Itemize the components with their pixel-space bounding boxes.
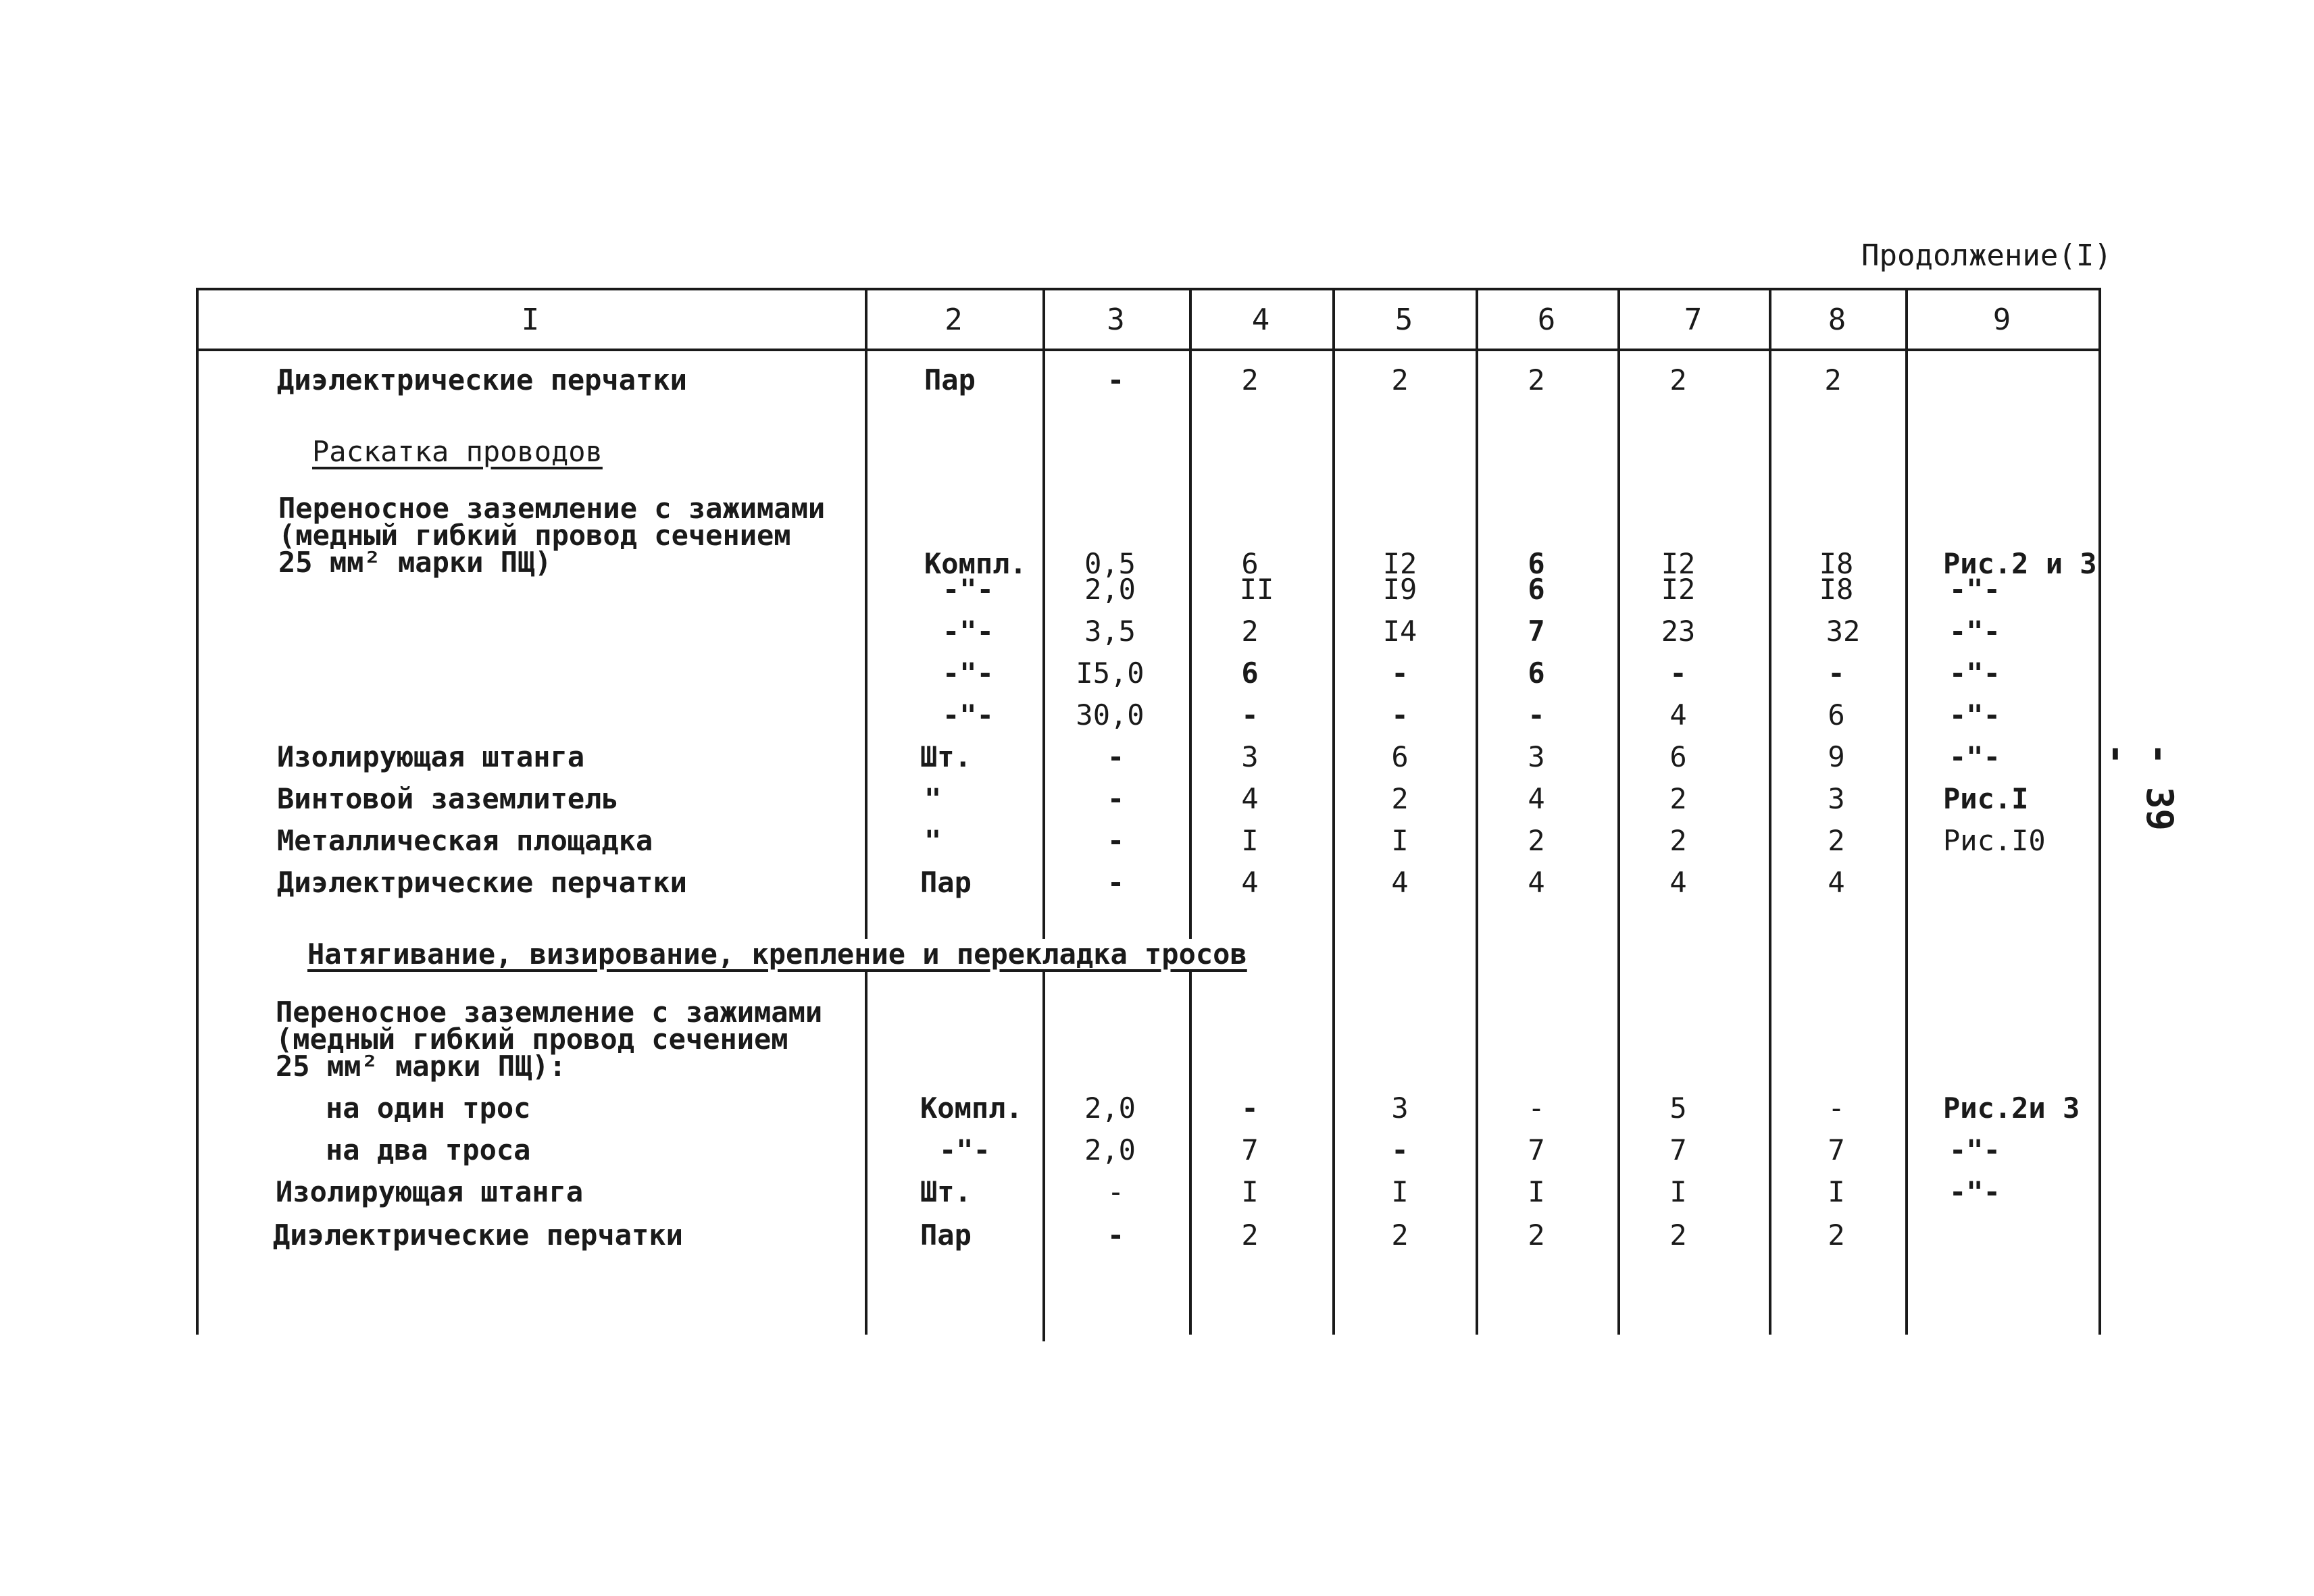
grounding-label-line-1: Переносное заземление с зажимами (276, 996, 823, 1029)
section-title-cable-rolling: Раскатка проводов (312, 435, 603, 468)
cell-c6: 3 (1528, 740, 1545, 773)
row-label: Диэлектрические перчатки (277, 363, 687, 396)
row-unit: Шт. (920, 740, 972, 773)
cell-c6: 4 (1528, 782, 1545, 815)
col-border-left (196, 288, 199, 1335)
cell-c4: 6 (1241, 547, 1259, 580)
cell-c5: - (1391, 1133, 1409, 1166)
cell-c6: 2 (1528, 363, 1545, 396)
cell-c4: - (1241, 1091, 1259, 1125)
page-number (2091, 716, 2186, 865)
cell-c6: 6 (1528, 573, 1545, 606)
cell-c7: 23 (1661, 615, 1696, 648)
cell-c4: 3 (1241, 740, 1259, 773)
cell-c3: - (1107, 1218, 1125, 1252)
row-unit: -"- (942, 573, 994, 606)
header-col-9: 9 (1992, 303, 2011, 337)
row-label: на два троса (326, 1133, 531, 1166)
row-label: Винтовой заземлитель (277, 782, 619, 815)
cell-c5: 2 (1391, 1218, 1409, 1252)
cell-c4: - (1241, 698, 1259, 731)
cell-c3: 2,0 (1084, 1091, 1136, 1125)
cell-c9: Рис.2 и 3 (1943, 547, 2097, 580)
cell-c7: 2 (1669, 824, 1687, 857)
cell-c5: - (1391, 657, 1409, 690)
header-col-4: 4 (1251, 303, 1270, 337)
cell-c4: 2 (1241, 615, 1259, 648)
cell-c4: 2 (1241, 1218, 1259, 1252)
col-border-8-9 (1905, 288, 1908, 1335)
cell-c4: 4 (1241, 866, 1259, 899)
cell-c7: 4 (1669, 866, 1687, 899)
cell-c8: 4 (1828, 866, 1845, 899)
cell-c9: Рис.I (1943, 782, 2029, 815)
cell-c4: II (1239, 573, 1274, 606)
cell-c8: - (1828, 1091, 1845, 1125)
row-unit: Компл. (924, 547, 1027, 580)
section-title-cable-tensioning: Натягивание, визирование, крепление и перекладка тросов (307, 937, 1247, 971)
cell-c5: 6 (1391, 740, 1409, 773)
cell-c8: 7 (1828, 1133, 1845, 1166)
cell-c7: I2 (1661, 547, 1696, 580)
cell-c7: 4 (1669, 698, 1687, 731)
row-unit: Шт. (920, 1175, 972, 1208)
row-label: Изолирующая штанга (276, 1175, 584, 1208)
cell-c3: - (1107, 363, 1125, 396)
row-unit: Пар (924, 363, 976, 396)
cell-c9: -"- (1949, 1133, 2001, 1166)
cell-c3: 2,0 (1084, 573, 1136, 606)
grounding-label-line-1: Переносное заземление с зажимами (278, 492, 826, 525)
grounding-label-line-3: 25 мм² марки ПЩ): (276, 1050, 566, 1083)
cell-c8: 6 (1828, 698, 1845, 731)
cell-c5: 2 (1391, 363, 1409, 396)
cell-c6: I (1528, 1175, 1545, 1208)
row-unit: Пар (920, 866, 972, 899)
cell-c5: I4 (1382, 615, 1417, 648)
cell-c7: 2 (1669, 782, 1687, 815)
cell-c3: - (1107, 824, 1125, 857)
row-label: на один трос (326, 1091, 531, 1125)
grounding-label-line-3: 25 мм² марки ПЩ) (278, 546, 552, 579)
cell-c4: 2 (1241, 363, 1259, 396)
cell-c7: - (1669, 657, 1687, 690)
row-unit: " (924, 782, 942, 815)
cell-c6: 7 (1528, 615, 1545, 648)
cell-c3: - (1107, 740, 1125, 773)
row-label: Изолирующая штанга (277, 740, 585, 773)
cell-c9: -"- (1949, 1175, 2001, 1208)
cell-c9: -"- (1949, 657, 2001, 690)
header-col-8: 8 (1828, 303, 1846, 337)
cell-c9: Рис.2и 3 (1943, 1091, 2080, 1125)
cell-c8: 9 (1828, 740, 1845, 773)
row-label: Диэлектрические перчатки (277, 866, 687, 899)
cell-c7: 2 (1669, 363, 1687, 396)
cell-c5: 3 (1391, 1091, 1409, 1125)
cell-c8: I8 (1819, 547, 1854, 580)
cell-c3: 3,5 (1084, 615, 1136, 648)
grounding-label-line-2: (медный гибкий провод сечением (276, 1023, 788, 1056)
cell-c5: 2 (1391, 782, 1409, 815)
cell-c8: I8 (1819, 573, 1854, 606)
cell-c7: I (1669, 1175, 1687, 1208)
row-unit: -"- (939, 1133, 990, 1166)
cell-c8: 3 (1828, 782, 1845, 815)
page-number-text: - 39 - (2096, 743, 2181, 831)
cell-c8: 2 (1824, 363, 1842, 396)
grounding-label-line-2: (медный гибкий провод сечением (278, 519, 791, 552)
header-col-5: 5 (1394, 303, 1413, 337)
cell-c4: I (1241, 1175, 1259, 1208)
cell-c7: 7 (1669, 1133, 1687, 1166)
cell-c4: 6 (1241, 657, 1259, 690)
cell-c8: 2 (1828, 1218, 1845, 1252)
row-unit: -"- (942, 657, 994, 690)
cell-c7: I2 (1661, 573, 1696, 606)
row-unit: Компл. (920, 1091, 1023, 1125)
cell-c8: - (1828, 657, 1845, 690)
col-border-1-2 (865, 288, 867, 1335)
cell-c6: 2 (1528, 1218, 1545, 1252)
cell-c6: 6 (1528, 547, 1545, 580)
cell-c6: 6 (1528, 657, 1545, 690)
cell-c6: 7 (1528, 1133, 1545, 1166)
cell-c6: 2 (1528, 824, 1545, 857)
cell-c6: - (1528, 1091, 1545, 1125)
table-header-separator (196, 349, 2101, 351)
row-label: Диэлектрические перчатки (273, 1218, 683, 1252)
row-unit: " (924, 824, 942, 857)
cell-c3: - (1107, 1175, 1125, 1208)
cell-c9: -"- (1949, 615, 2001, 648)
cell-c5: - (1391, 698, 1409, 731)
header-col-1: I (521, 303, 540, 337)
cell-c5: I (1391, 1175, 1409, 1208)
cell-c5: 4 (1391, 866, 1409, 899)
cell-c7: 2 (1669, 1218, 1687, 1252)
cell-c7: 5 (1669, 1091, 1687, 1125)
row-label: Металлическая площадка (277, 824, 653, 857)
cell-c5: I2 (1382, 547, 1417, 580)
cell-c3: I5,0 (1076, 657, 1145, 690)
header-col-6: 6 (1537, 303, 1556, 337)
cell-c9: -"- (1949, 698, 2001, 731)
cell-c5: I (1391, 824, 1409, 857)
continuation-label: Продолжение(I) (1861, 238, 2112, 273)
cell-c3: - (1107, 866, 1125, 899)
cell-c6: - (1528, 698, 1545, 731)
cell-c9: Рис.I0 (1943, 824, 2046, 857)
table-top-border (196, 288, 2101, 290)
cell-c5: I9 (1382, 573, 1417, 606)
cell-c4: 4 (1241, 782, 1259, 815)
cell-c8: I (1828, 1175, 1845, 1208)
header-col-2: 2 (945, 303, 963, 337)
header-col-7: 7 (1684, 303, 1703, 337)
cell-c3: 0,5 (1084, 547, 1136, 580)
cell-c4: 7 (1241, 1133, 1259, 1166)
row-unit: -"- (942, 615, 994, 648)
cell-c8: 2 (1828, 824, 1845, 857)
cell-c3: 30,0 (1076, 698, 1145, 731)
cell-c9: -"- (1949, 740, 2001, 773)
cell-c4: I (1241, 824, 1259, 857)
cell-c3: 2,0 (1084, 1133, 1136, 1166)
cell-c3: - (1107, 782, 1125, 815)
row-unit: -"- (942, 698, 994, 731)
cell-c7: 6 (1669, 740, 1687, 773)
cell-c6: 4 (1528, 866, 1545, 899)
header-col-3: 3 (1107, 303, 1125, 337)
row-unit: Пар (920, 1218, 972, 1252)
cell-c9: -"- (1949, 573, 2001, 606)
cell-c8: 32 (1826, 615, 1861, 648)
